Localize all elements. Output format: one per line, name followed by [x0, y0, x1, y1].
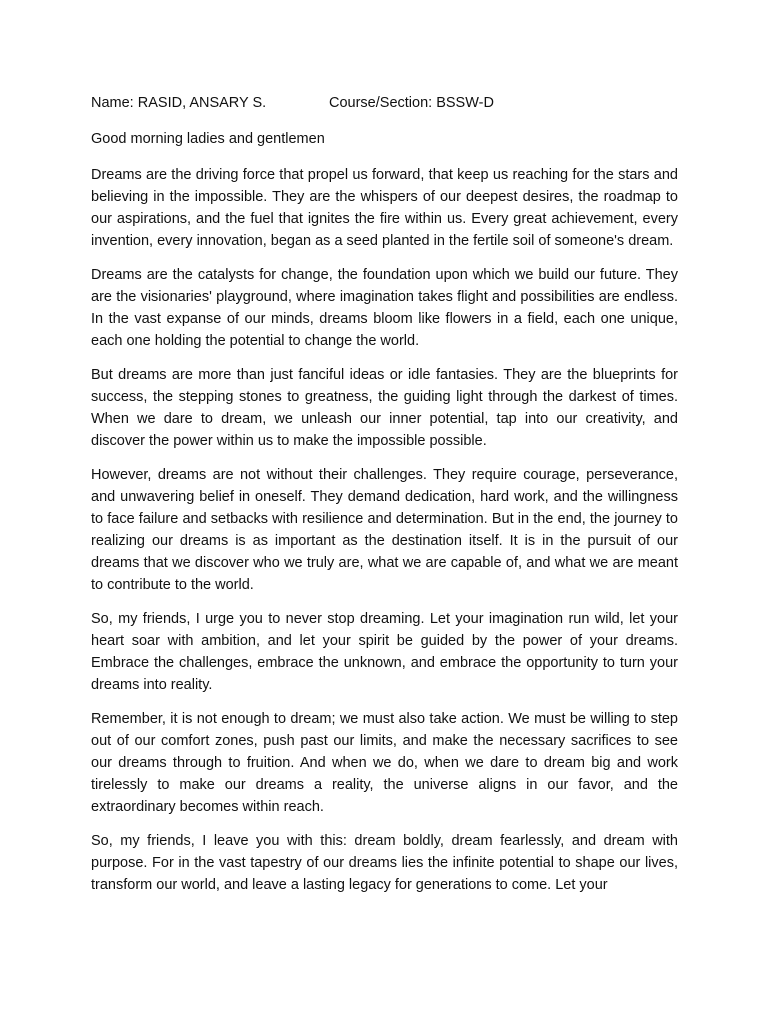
document-page	[91, 92, 678, 908]
course-label: Course/Section:	[329, 95, 437, 111]
paragraph-1: Dreams are the driving force that propel us forward, that keep us reaching for the stars and believing in the impossible. They are the whispers of our deepest desires, the roadmap to our aspirations, and the fuel that ignites the fire within us. Every great achievement, every invention, every innovation, began as a seed planted in the fertile soil of someone's dream.	[91, 167, 678, 249]
name-label: Name:	[91, 95, 138, 111]
paragraph-4: However, dreams are not without their challenges. They require courage, perseverance, and unwavering belief in oneself. They demand dedication, hard work, and the willingness to face failure and setbacks with resilience and determination. But in the end, the journey to realizing our dreams is as important as the destination itself. It is in the pursuit of our dreams that we discover who we truly are, what we are capable of, and what we are meant to contribute to the world.	[91, 467, 678, 593]
paragraph-6: Remember, it is not enough to dream; we must also take action. We must be willing to step out of our comfort zones, push past our limits, and make the necessary sacrifices to see our dreams through to fruition. And when we do, when we dare to dream big and work tirelessly to make our dreams a reality, the universe aligns in our favor, and the extraordinary becomes within reach.	[91, 711, 678, 815]
paragraph-2: Dreams are the catalysts for change, the foundation upon which we build our future. They are the visionaries' playground, where imagination takes flight and possibilities are endless. In the vast expanse of our minds, dreams bloom like flowers in a field, each one unique, each one holding the potential to change the world.	[91, 267, 678, 349]
course-field	[329, 92, 494, 114]
name-value: RASID, ANSARY S.	[137, 95, 267, 111]
paragraph-5: So, my friends, I urge you to never stop dreaming. Let your imagination run wild, let your heart soar with ambition, and let your spirit be guided by the power of your dreams. Embrace the challenges, embrace the unknown, and embrace the opportunity to turn your dreams into reality.	[91, 611, 678, 693]
header-line	[91, 92, 678, 114]
paragraph-3: But dreams are more than just fanciful ideas or idle fantasies. They are the blueprints for success, the stepping stones to greatness, the guiding light through the darkest of times. When we dare to dream, we unleash our inner potential, tap into our creativity, and discover the power within us to make the impossible possible.	[91, 367, 678, 449]
name-field	[91, 92, 329, 114]
course-value: BSSW-D	[436, 95, 494, 111]
paragraph-7: So, my friends, I leave you with this: dream boldly, dream fearlessly, and dream with purpose. For in the vast tapestry of our dreams lies the infinite potential to shape our lives, transform our world, and leave a lasting legacy for generations to come. Let your	[91, 833, 678, 893]
greeting: Good morning ladies and gentlemen	[91, 131, 325, 147]
